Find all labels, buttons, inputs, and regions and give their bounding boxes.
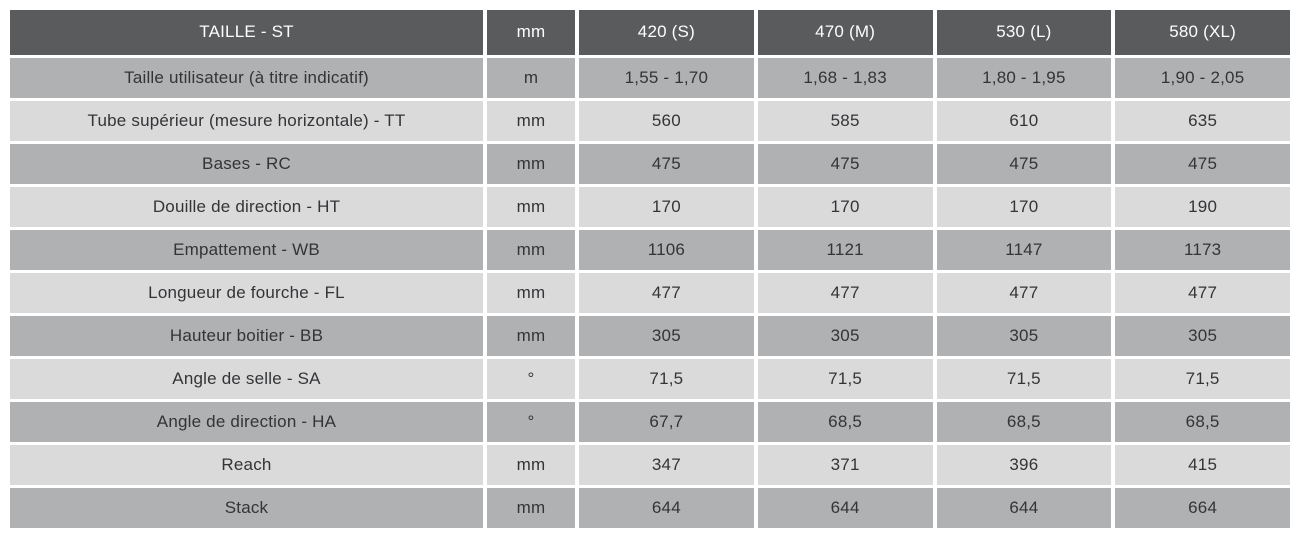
row-value: 477 bbox=[1115, 273, 1290, 313]
row-value: 1,68 - 1,83 bbox=[758, 58, 933, 98]
header-unit: mm bbox=[487, 10, 575, 55]
row-label: Bases - RC bbox=[10, 144, 483, 184]
row-unit: mm bbox=[487, 144, 575, 184]
row-value: 610 bbox=[937, 101, 1112, 141]
row-value: 71,5 bbox=[937, 359, 1112, 399]
row-unit: ° bbox=[487, 359, 575, 399]
row-unit: mm bbox=[487, 273, 575, 313]
row-value: 644 bbox=[758, 488, 933, 528]
row-value: 190 bbox=[1115, 187, 1290, 227]
row-value: 396 bbox=[937, 445, 1112, 485]
row-unit: mm bbox=[487, 316, 575, 356]
row-unit: mm bbox=[487, 101, 575, 141]
row-value: 71,5 bbox=[1115, 359, 1290, 399]
header-size-m: 470 (M) bbox=[758, 10, 933, 55]
row-value: 477 bbox=[579, 273, 754, 313]
row-value: 475 bbox=[1115, 144, 1290, 184]
row-label: Taille utilisateur (à titre indicatif) bbox=[10, 58, 483, 98]
row-value: 371 bbox=[758, 445, 933, 485]
row-value: 170 bbox=[758, 187, 933, 227]
row-value: 1,80 - 1,95 bbox=[937, 58, 1112, 98]
row-value: 305 bbox=[937, 316, 1112, 356]
row-value: 1147 bbox=[937, 230, 1112, 270]
row-value: 305 bbox=[758, 316, 933, 356]
row-value: 585 bbox=[758, 101, 933, 141]
geometry-table bbox=[10, 10, 1290, 528]
row-value: 170 bbox=[579, 187, 754, 227]
row-value: 347 bbox=[579, 445, 754, 485]
header-size-l: 530 (L) bbox=[937, 10, 1112, 55]
row-value: 1,90 - 2,05 bbox=[1115, 58, 1290, 98]
row-value: 415 bbox=[1115, 445, 1290, 485]
row-value: 477 bbox=[937, 273, 1112, 313]
row-value: 644 bbox=[579, 488, 754, 528]
row-value: 1121 bbox=[758, 230, 933, 270]
row-label: Angle de selle - SA bbox=[10, 359, 483, 399]
row-value: 67,7 bbox=[579, 402, 754, 442]
row-value: 477 bbox=[758, 273, 933, 313]
row-value: 305 bbox=[1115, 316, 1290, 356]
row-label: Longueur de fourche - FL bbox=[10, 273, 483, 313]
row-value: 635 bbox=[1115, 101, 1290, 141]
row-value: 664 bbox=[1115, 488, 1290, 528]
row-label: Douille de direction - HT bbox=[10, 187, 483, 227]
row-value: 68,5 bbox=[937, 402, 1112, 442]
row-label: Angle de direction - HA bbox=[10, 402, 483, 442]
header-label: TAILLE - ST bbox=[10, 10, 483, 55]
row-label: Reach bbox=[10, 445, 483, 485]
row-unit: mm bbox=[487, 488, 575, 528]
row-value: 170 bbox=[937, 187, 1112, 227]
row-value: 560 bbox=[579, 101, 754, 141]
row-label: Stack bbox=[10, 488, 483, 528]
row-value: 71,5 bbox=[579, 359, 754, 399]
header-size-xl: 580 (XL) bbox=[1115, 10, 1290, 55]
row-label: Empattement - WB bbox=[10, 230, 483, 270]
row-value: 68,5 bbox=[758, 402, 933, 442]
row-label: Hauteur boitier - BB bbox=[10, 316, 483, 356]
row-unit: m bbox=[487, 58, 575, 98]
row-unit: ° bbox=[487, 402, 575, 442]
row-value: 305 bbox=[579, 316, 754, 356]
row-value: 68,5 bbox=[1115, 402, 1290, 442]
row-unit: mm bbox=[487, 445, 575, 485]
row-value: 475 bbox=[937, 144, 1112, 184]
row-unit: mm bbox=[487, 187, 575, 227]
row-value: 1106 bbox=[579, 230, 754, 270]
row-value: 71,5 bbox=[758, 359, 933, 399]
row-value: 644 bbox=[937, 488, 1112, 528]
row-value: 475 bbox=[579, 144, 754, 184]
row-label: Tube supérieur (mesure horizontale) - TT bbox=[10, 101, 483, 141]
row-value: 1,55 - 1,70 bbox=[579, 58, 754, 98]
row-value: 475 bbox=[758, 144, 933, 184]
row-value: 1173 bbox=[1115, 230, 1290, 270]
row-unit: mm bbox=[487, 230, 575, 270]
header-size-s: 420 (S) bbox=[579, 10, 754, 55]
